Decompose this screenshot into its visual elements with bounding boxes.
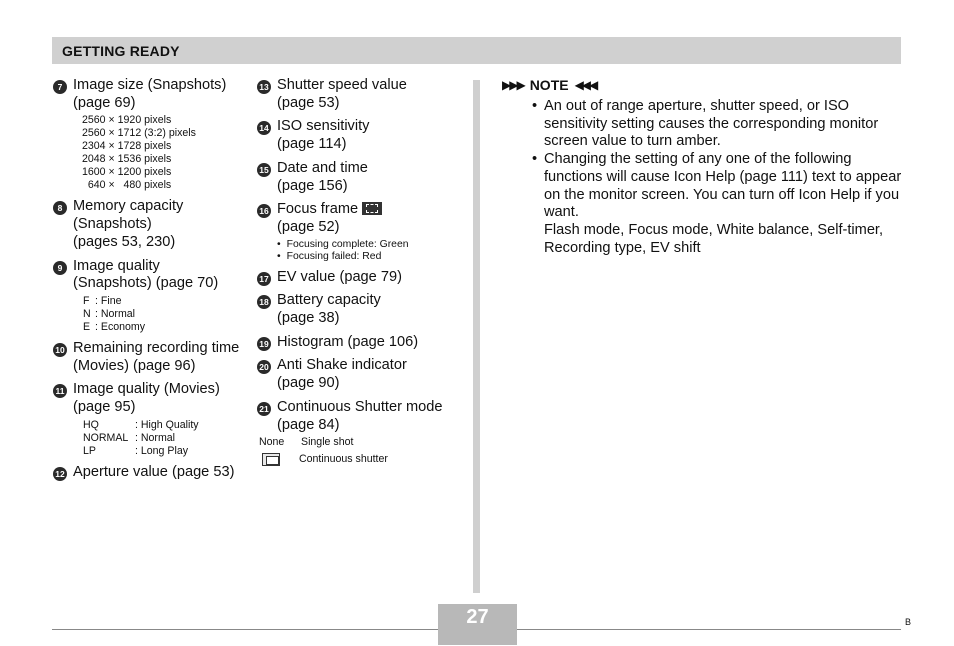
shutter-mode-option: None Single shot xyxy=(259,435,354,448)
item-label: Focus frame (page 52) xyxy=(277,201,467,236)
number-badge: 14 xyxy=(257,121,271,135)
item-label: Remaining recording time (Movies) (page 96) xyxy=(73,339,240,374)
legend-item-14 xyxy=(257,118,467,153)
legend-item-9 xyxy=(53,258,253,334)
number-badge: 21 xyxy=(257,402,271,416)
item-label: Anti Shake indicator (page 90) xyxy=(277,357,407,392)
quality-list xyxy=(73,295,253,334)
item-label: Continuous Shutter mode (page 84) xyxy=(277,398,443,433)
item-label: Image size (Snapshots) (page 69) xyxy=(73,77,227,111)
number-badge: 18 xyxy=(257,295,271,309)
item-label: Date and time (page 156) xyxy=(277,159,368,194)
focus-frame-icon xyxy=(362,202,382,215)
note-heading xyxy=(502,77,902,93)
legend-item-20 xyxy=(257,357,467,392)
item-label: Memory capacity (Snapshots) (pages 53, 230) xyxy=(73,198,184,250)
item-label: Image quality (Movies) (page 95) xyxy=(73,381,220,416)
size-option: 2048 × 1536 pixels xyxy=(82,153,172,166)
legend-item-16 xyxy=(257,201,467,262)
item-label: Image quality (Snapshots) (page 70) xyxy=(73,257,219,292)
legend-column-2 xyxy=(257,77,467,475)
quality-option: E : Economy xyxy=(83,320,146,333)
legend-item-13 xyxy=(257,77,467,112)
number-badge: 12 xyxy=(53,467,67,481)
size-option: 2560 × 1712 (3:2) pixels xyxy=(82,127,196,140)
note-title: NOTE xyxy=(529,77,569,93)
number-badge: 7 xyxy=(53,80,67,94)
section-header-bar xyxy=(52,37,901,64)
focus-status: • Focusing failed: Red xyxy=(277,251,467,263)
size-option: 2304 × 1728 pixels xyxy=(82,140,172,153)
legend-item-12 xyxy=(53,464,253,482)
note-list xyxy=(502,98,902,257)
movie-quality-list xyxy=(73,419,253,458)
number-badge: 15 xyxy=(257,163,271,177)
section-title: GETTING READY xyxy=(62,43,180,59)
note-item: • Changing the setting of any one of the following functions will cause Icon Help (page 111) text to appear on the monitor screen. You can turn off Icon Help if you want. xyxy=(532,151,902,222)
note-function-list: Flash mode, Focus mode, White balance, Self-timer, Recording type, EV shift xyxy=(544,221,884,256)
item-label: Battery capacity (page 38) xyxy=(277,292,381,327)
legend-item-10 xyxy=(53,340,253,375)
size-option: 2560 × 1920 pixels xyxy=(82,114,172,127)
number-badge: 20 xyxy=(257,360,271,374)
page-mark: B xyxy=(905,617,912,627)
number-badge: 8 xyxy=(53,201,67,215)
item-label: Aperture value (page 53) xyxy=(73,463,235,480)
number-badge: 11 xyxy=(53,384,67,398)
note-item: • An out of range aperture, shutter speed, or ISO sensitivity setting causes the corresponding monitor screen value to turn amber. xyxy=(532,98,902,151)
focus-status-list xyxy=(277,239,467,263)
page-number: 27 xyxy=(466,606,489,628)
legend-item-7 xyxy=(53,77,253,192)
size-option: 1600 × 1200 pixels xyxy=(82,166,172,179)
movie-quality-option: NORMAL : Normal xyxy=(83,431,176,444)
movie-quality-option: LP : Long Play xyxy=(83,444,189,457)
column-divider xyxy=(473,80,480,593)
number-badge: 19 xyxy=(257,337,271,351)
legend-item-8 xyxy=(53,198,253,251)
note-right-decoration-icon: ◀◀◀ xyxy=(574,78,597,92)
number-badge: 16 xyxy=(257,204,271,218)
number-badge: 9 xyxy=(53,261,67,275)
quality-option: N : Normal xyxy=(83,307,136,320)
legend-item-18 xyxy=(257,292,467,327)
shutter-mode-option: Continuous shutter xyxy=(259,450,467,469)
page-number-box xyxy=(438,604,517,645)
shutter-mode-list xyxy=(259,434,467,469)
legend-item-19 xyxy=(257,334,467,352)
item-label: Shutter speed value (page 53) xyxy=(277,77,407,111)
movie-quality-option: HQ : High Quality xyxy=(83,418,199,431)
item-label: EV value (page 79) xyxy=(277,268,402,285)
legend-column-1 xyxy=(53,77,253,487)
note-left-decoration-icon: ▶▶▶ xyxy=(502,78,524,92)
legend-item-11 xyxy=(53,381,253,457)
item-label: Histogram (page 106) xyxy=(277,333,419,350)
continuous-shutter-icon xyxy=(262,453,280,466)
legend-item-21 xyxy=(257,399,467,469)
number-badge: 17 xyxy=(257,272,271,286)
legend-item-17 xyxy=(257,269,467,287)
number-badge: 13 xyxy=(257,80,271,94)
item-label: ISO sensitivity (page 114) xyxy=(277,118,370,153)
legend-item-15 xyxy=(257,160,467,195)
note-section xyxy=(502,77,902,257)
image-size-list xyxy=(73,114,253,192)
size-option: 640 × 480 pixels xyxy=(82,179,172,192)
focus-status: • Focusing complete: Green xyxy=(277,239,467,251)
number-badge: 10 xyxy=(53,343,67,357)
quality-option: F : Fine xyxy=(83,294,122,307)
